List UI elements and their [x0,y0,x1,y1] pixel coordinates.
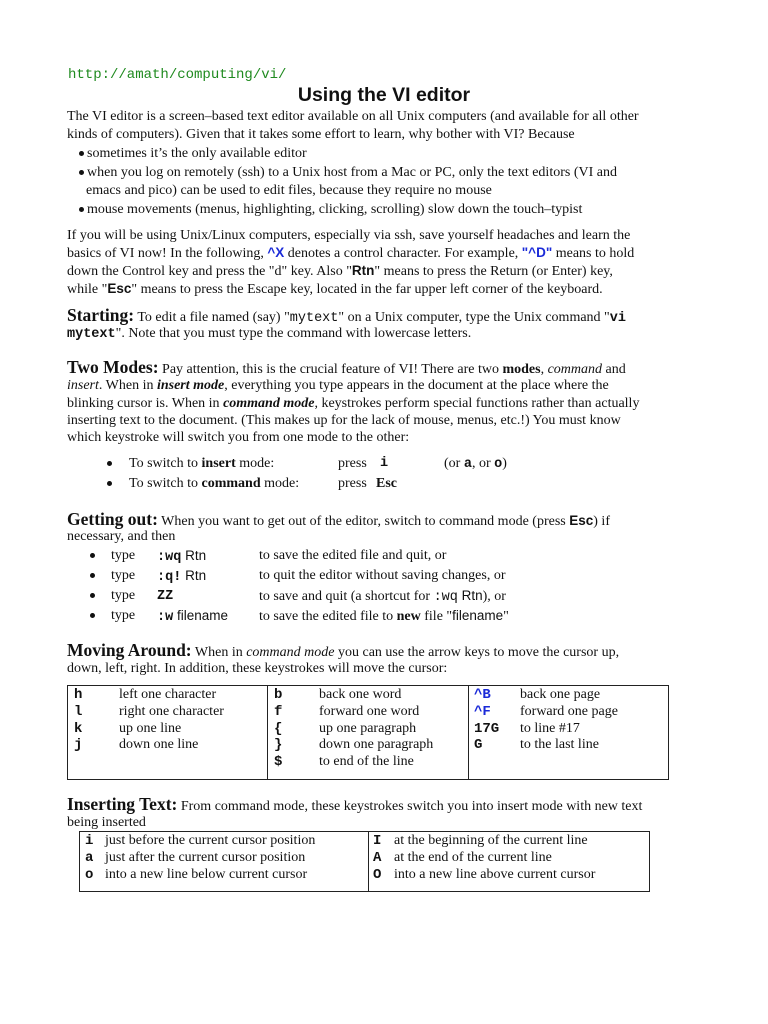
para2-line-1: If you will be using Unix/Linux computers, especially via ssh, save yourself headaches and learn the [67,228,631,243]
switch-command-key: Esc [376,476,397,491]
modes-line-5: which keystroke will switch you from one mode to the other: [67,430,410,445]
key-description: down one paragraph [319,737,434,753]
intro-bullet-3: mouse movements (menus, highlighting, clicking, scrolling) slow down the touch–typist [79,201,582,219]
para2-line-2: basics of VI now! In the following, ^X denotes a control character. For example, "^D" means to hold [67,245,635,261]
key-cell: k [74,720,83,737]
modes-line-3: blinking cursor is. When in command mode, keystrokes perform special functions rather than actually [67,396,640,411]
page-url[interactable]: http://amath/computing/vi/ [68,67,287,83]
getout-type-label: type [111,548,136,563]
getout-desc-1: to save the edited file and quit, or [259,548,447,563]
key-description: back one word [319,687,402,702]
getout-desc-4: to save the edited file to new file "filename" [259,608,509,624]
key-cell: O [373,866,382,883]
key-cell: } [274,737,283,754]
para2-line-4: while "Esc" means to press the Escape key, located in the far upper left corner of the keyboard. [67,281,603,297]
getout-cmd-1: :wq Rtn [157,548,207,565]
getout-item-1 [90,547,98,565]
getout-line-1: Getting out: When you want to get out of the editor, switch to command mode (press Esc) if [67,509,610,529]
key-cell: $ [274,754,283,771]
key-cell: o [85,866,94,883]
switch-insert-press: press [338,456,367,471]
key-description: just after the current cursor position [105,849,306,865]
intro-line-1: The VI editor is a screen–based text editor available on all Unix computers (and available for all other [67,109,639,124]
key-description: into a new line below current cursor [105,866,308,882]
getout-desc-2: to quit the editor without saving changes, or [259,568,506,583]
bullet-icon [90,593,95,598]
intro-bullet-2: when you log on remotely (ssh) to a Unix host from a Mac or PC, only the text editors (VI and [79,164,617,182]
key-cell: A [373,849,382,866]
getout-item-3 [90,587,98,605]
key-cell: 17G [474,720,500,737]
key-cell: a [85,849,94,866]
key-cell: l [74,703,83,720]
getout-item-2 [90,567,98,585]
key-cell: h [74,687,83,703]
modes-line-1: Two Modes: Pay attention, this is the crucial feature of VI! There are two modes, command and [67,357,626,377]
switch-insert-alt: (or a, or o) [444,456,507,472]
key-cell: { [274,720,283,737]
key-description: just before the current cursor position [105,833,316,848]
key-cell: ^F [474,703,491,720]
section-heading: Two Modes: [67,357,159,377]
key-description: to the last line [520,737,599,753]
key-description: back one page [520,687,601,702]
bullet-icon [90,553,95,558]
key-description: at the beginning of the current line [394,833,588,848]
switch-insert-label: To switch to insert mode: [129,456,275,471]
getout-cmd-3: ZZ [157,589,174,604]
getout-line-2: necessary, and then [67,529,176,544]
bullet-icon [107,481,112,486]
key-cell: j [74,737,83,754]
moving-line-2: down, left, right. In addition, these keystrokes will move the cursor: [67,661,448,676]
section-heading: Getting out: [67,509,158,529]
bullet-icon [107,461,112,466]
key-description: up one paragraph [319,720,417,736]
movement-keys-table [67,685,669,780]
key-description: at the end of the current line [394,849,552,865]
section-heading: Inserting Text: [67,794,178,814]
inserting-line-2: being inserted [67,815,146,830]
bullet-icon [79,151,84,156]
switch-command-label: To switch to command mode: [129,476,300,491]
intro-line-2: kinds of computers). Given that it takes some effort to learn, why bother with VI? Because [67,127,575,142]
bullet-icon [90,573,95,578]
key-cell: G [474,737,483,754]
key-description: to end of the line [319,754,414,770]
getout-desc-3: to save and quit (a shortcut for :wq Rtn), or [259,588,506,605]
getout-type-label: type [111,568,136,583]
key-cell: i [85,833,94,849]
intro-bullet-2-cont: emacs and pico) can be used to edit files, because they require no mouse [86,183,492,198]
getout-item-4 [90,607,98,625]
key-cell: I [373,833,382,849]
key-cell: ^B [474,687,491,703]
bullet-icon [79,207,84,212]
switch-command-press: press [338,476,367,491]
switch-insert-key: i [380,456,389,471]
modes-line-2: insert. When in insert mode, everything you type appears in the document at the place where the [67,378,609,393]
getout-type-label: type [111,608,136,623]
starting-line-1: Starting: To edit a file named (say) "mytext" on a Unix computer, type the Unix command "vi [67,305,626,326]
key-description: up one line [119,720,182,736]
moving-line-1: Moving Around: When in command mode you can use the arrow keys to move the cursor up, [67,640,620,660]
key-description: forward one word [319,703,420,719]
getout-cmd-2: :q! Rtn [157,568,207,585]
key-description: into a new line above current cursor [394,866,596,882]
modes-line-4: inserting text to the document. (This makes up for the lack of mouse, menus, etc.!) You must know [67,413,621,428]
key-description: left one character [119,687,217,702]
key-cell: b [274,687,283,703]
section-heading: Starting: [67,305,135,325]
key-description: forward one page [520,703,618,719]
inserting-line-1: Inserting Text: From command mode, these keystrokes switch you into insert mode with new text [67,794,643,814]
getout-cmd-4: :w filename [157,608,228,625]
para2-line-3: down the Control key and press the "d" key. Also "Rtn" means to press the Return (or Enter) key, [67,263,613,279]
page-title: Using the VI editor [297,84,471,106]
insert-keys-table [79,831,650,892]
key-cell: f [274,703,283,720]
key-description: right one character [119,703,224,719]
starting-line-2: mytext". Note that you must type the command with lowercase letters. [67,326,472,342]
bullet-icon [79,170,84,175]
getout-type-label: type [111,588,136,603]
key-description: down one line [119,737,199,753]
switch-insert-row [107,455,115,473]
section-heading: Moving Around: [67,640,192,660]
switch-command-row [107,475,115,493]
bullet-icon [90,613,95,618]
intro-bullet-1: sometimes it’s the only available editor [79,145,307,163]
key-description: to line #17 [520,720,580,736]
